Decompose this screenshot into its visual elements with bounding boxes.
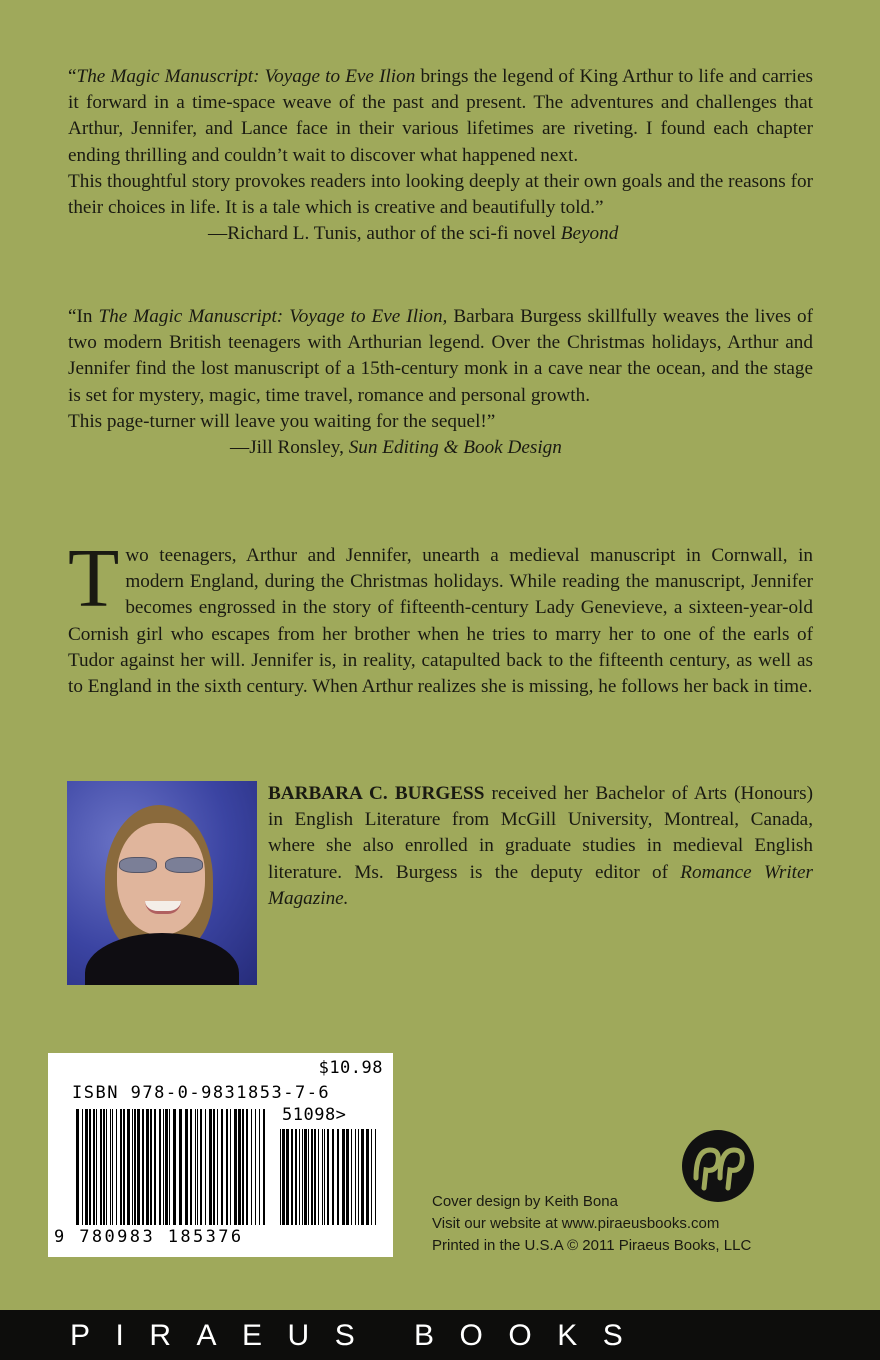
price-addon-digits: 51098> <box>282 1105 347 1125</box>
publisher-name: PIRAEUS BOOKS <box>70 1319 649 1352</box>
quote-attribution: —Richard L. Tunis, author of the sci-fi novel Beyond <box>208 223 619 245</box>
ean-digits: 9 780983 185376 <box>54 1227 244 1247</box>
author-photo <box>67 781 257 985</box>
barcode-panel <box>48 1053 393 1257</box>
book-title: The Magic Manuscript: Voyage to Eve Ilion, <box>98 306 448 327</box>
copyright-line: Printed in the U.S.A © 2011 Piraeus Books, LLC <box>432 1237 752 1254</box>
website-line: Visit our website at www.piraeusbooks.com <box>432 1215 720 1232</box>
price-barcode-icon <box>280 1129 380 1225</box>
magazine-title: Romance Writer Magazine. <box>268 861 813 909</box>
publisher-bar <box>0 1310 880 1360</box>
isbn-label: ISBN 978-0-9831853-7-6 <box>72 1083 331 1103</box>
credits-block <box>432 1191 812 1257</box>
review-quote-richard-tunis <box>68 64 813 247</box>
review-quote-jill-ronsley <box>68 304 813 461</box>
price-label: $10.98 <box>318 1058 383 1078</box>
cover-design-credit: Cover design by Keith Bona <box>432 1193 618 1210</box>
quote-attribution: —Jill Ronsley, Sun Editing & Book Design <box>230 437 562 459</box>
quote-paragraph: “The Magic Manuscript: Voyage to Eve Ilion brings the legend of King Arthur to life and carries it forward in a time-space weave of the past and present. The adventures and challenges that Arthur, Jennifer, and Lance face in their various lifetimes are riveting. I found each chapter ending thrilling and couldn’t wait to discover what happened next. <box>68 66 813 166</box>
quote-paragraph: This thoughtful story provokes readers into looking deeply at their own goals and the reasons for their choices in life. It is a tale which is creative and beautifully told.” <box>68 170 813 219</box>
book-synopsis: Two teenagers, Arthur and Jennifer, unearth a medieval manuscript in Cornwall, in modern England, during the Christmas holidays. While reading the manuscript, Jennifer becomes engrossed in the story of fifteenth-century Lady Genevieve, a sixteen-year-old Cornish girl who escapes from her brother when he tries to marry her to one of the earls of Tudor against her will. Jennifer is, in reality, catapulted back to the fifteenth century, as well as to England in the sixth century. When Arthur realizes she is missing, he follows her back in time. <box>68 532 813 698</box>
author-bio: BARBARA C. BURGESS received her Bachelor of Arts (Honours) in English Literature from McGill University, Montreal, Canada, where she also enrolled in graduate studies in medieval English literature. Ms. Burgess is the deputy editor of Romance Writer Magazine. <box>268 783 813 909</box>
drop-cap: T <box>68 532 120 625</box>
book-title: The Magic Manuscript: Voyage to Eve Ilion <box>76 66 416 87</box>
ean-barcode-icon <box>76 1109 266 1225</box>
quote-paragraph: “In The Magic Manuscript: Voyage to Eve Ilion, Barbara Burgess skillfully weaves the lives of two modern British teenagers with Arthurian legend. Over the Christmas holidays, Arthur and Jennifer find the lost manuscript of a 15th-century monk in a cave near the ocean, and the stage is set for mystery, magic, time travel, romance and personal growth. <box>68 306 814 406</box>
author-name: BARBARA C. BURGESS <box>268 783 485 804</box>
quote-paragraph: This page-turner will leave you waiting for the sequel!” <box>68 410 496 432</box>
